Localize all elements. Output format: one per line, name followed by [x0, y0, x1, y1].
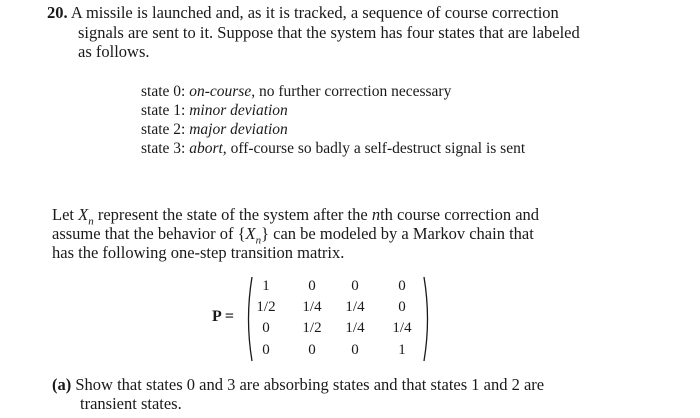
- intro-line-2: signals are sent to it. Suppose that the system has four states that are labeled: [78, 23, 580, 42]
- p2-text-c: th course correction and: [380, 205, 540, 224]
- part-a-line-1: [52, 375, 544, 395]
- var-x-2-subscript: n: [255, 234, 262, 247]
- matrix-label: P =: [212, 308, 235, 325]
- state-3-name: abort,: [189, 140, 227, 157]
- matrix-cell: 1/4: [392, 320, 412, 336]
- intro-text-1: A missile is launched and, as it is tracked, a sequence of course correction: [70, 3, 559, 22]
- matrix-cell: 0: [398, 299, 406, 315]
- matrix-cell: 0: [262, 320, 270, 336]
- state-0-desc: no further correction necessary: [255, 83, 452, 100]
- state-2-label: state 2:: [141, 121, 186, 138]
- matrix-cell: 0: [262, 342, 270, 358]
- state-3-desc: off-course so badly a self-destruct signal is sent: [226, 140, 526, 157]
- p2-text-e: } can be modeled by a Markov chain that: [261, 224, 534, 243]
- matrix-cell: 1/4: [345, 320, 365, 336]
- matrix-cell: 1/4: [302, 299, 322, 315]
- matrix-cell: 0: [398, 278, 406, 294]
- var-n: n: [371, 205, 381, 224]
- matrix-cell: 1/2: [302, 320, 322, 336]
- matrix-cell: 1: [262, 278, 270, 294]
- state-2-name: major deviation: [189, 121, 288, 138]
- matrix-cell: 0: [351, 342, 359, 358]
- part-a-line-2: transient states.: [80, 394, 182, 413]
- state-3: [141, 139, 525, 159]
- var-x-subscript: n: [88, 215, 94, 228]
- state-1-name: minor deviation: [189, 102, 288, 119]
- transition-matrix: [212, 276, 442, 364]
- p2-text-d: assume that the behavior of {: [52, 224, 246, 243]
- state-3-label: state 3:: [141, 140, 186, 157]
- paragraph2-line-3: has the following one-step transition matrix.: [52, 243, 345, 262]
- intro-line-3: as follows.: [78, 42, 150, 61]
- part-a-text-1: Show that states 0 and 3 are absorbing states and that states 1 and 2 are: [71, 375, 545, 394]
- matrix-cell: 1: [398, 342, 406, 358]
- problem-number: 20.: [47, 3, 68, 22]
- state-1: [141, 101, 288, 121]
- var-x: X: [78, 205, 89, 224]
- state-0-label: state 0:: [141, 83, 186, 100]
- matrix-cell: 1/4: [345, 299, 365, 315]
- matrix-cell: 0: [308, 278, 316, 294]
- matrix-cell: 1/2: [256, 299, 276, 315]
- state-1-label: state 1:: [141, 102, 186, 119]
- state-2: [141, 120, 288, 140]
- var-x-2: X: [245, 224, 256, 243]
- matrix-cell: 0: [351, 278, 359, 294]
- state-0-name: on-course,: [189, 83, 256, 100]
- intro-line-1: [47, 3, 559, 23]
- part-a-label: (a): [52, 375, 72, 394]
- state-0: [141, 82, 451, 102]
- p2-text-b: represent the state of the system after the: [93, 205, 372, 224]
- p2-text-a: Let: [52, 205, 79, 224]
- matrix-cell: 0: [308, 342, 316, 358]
